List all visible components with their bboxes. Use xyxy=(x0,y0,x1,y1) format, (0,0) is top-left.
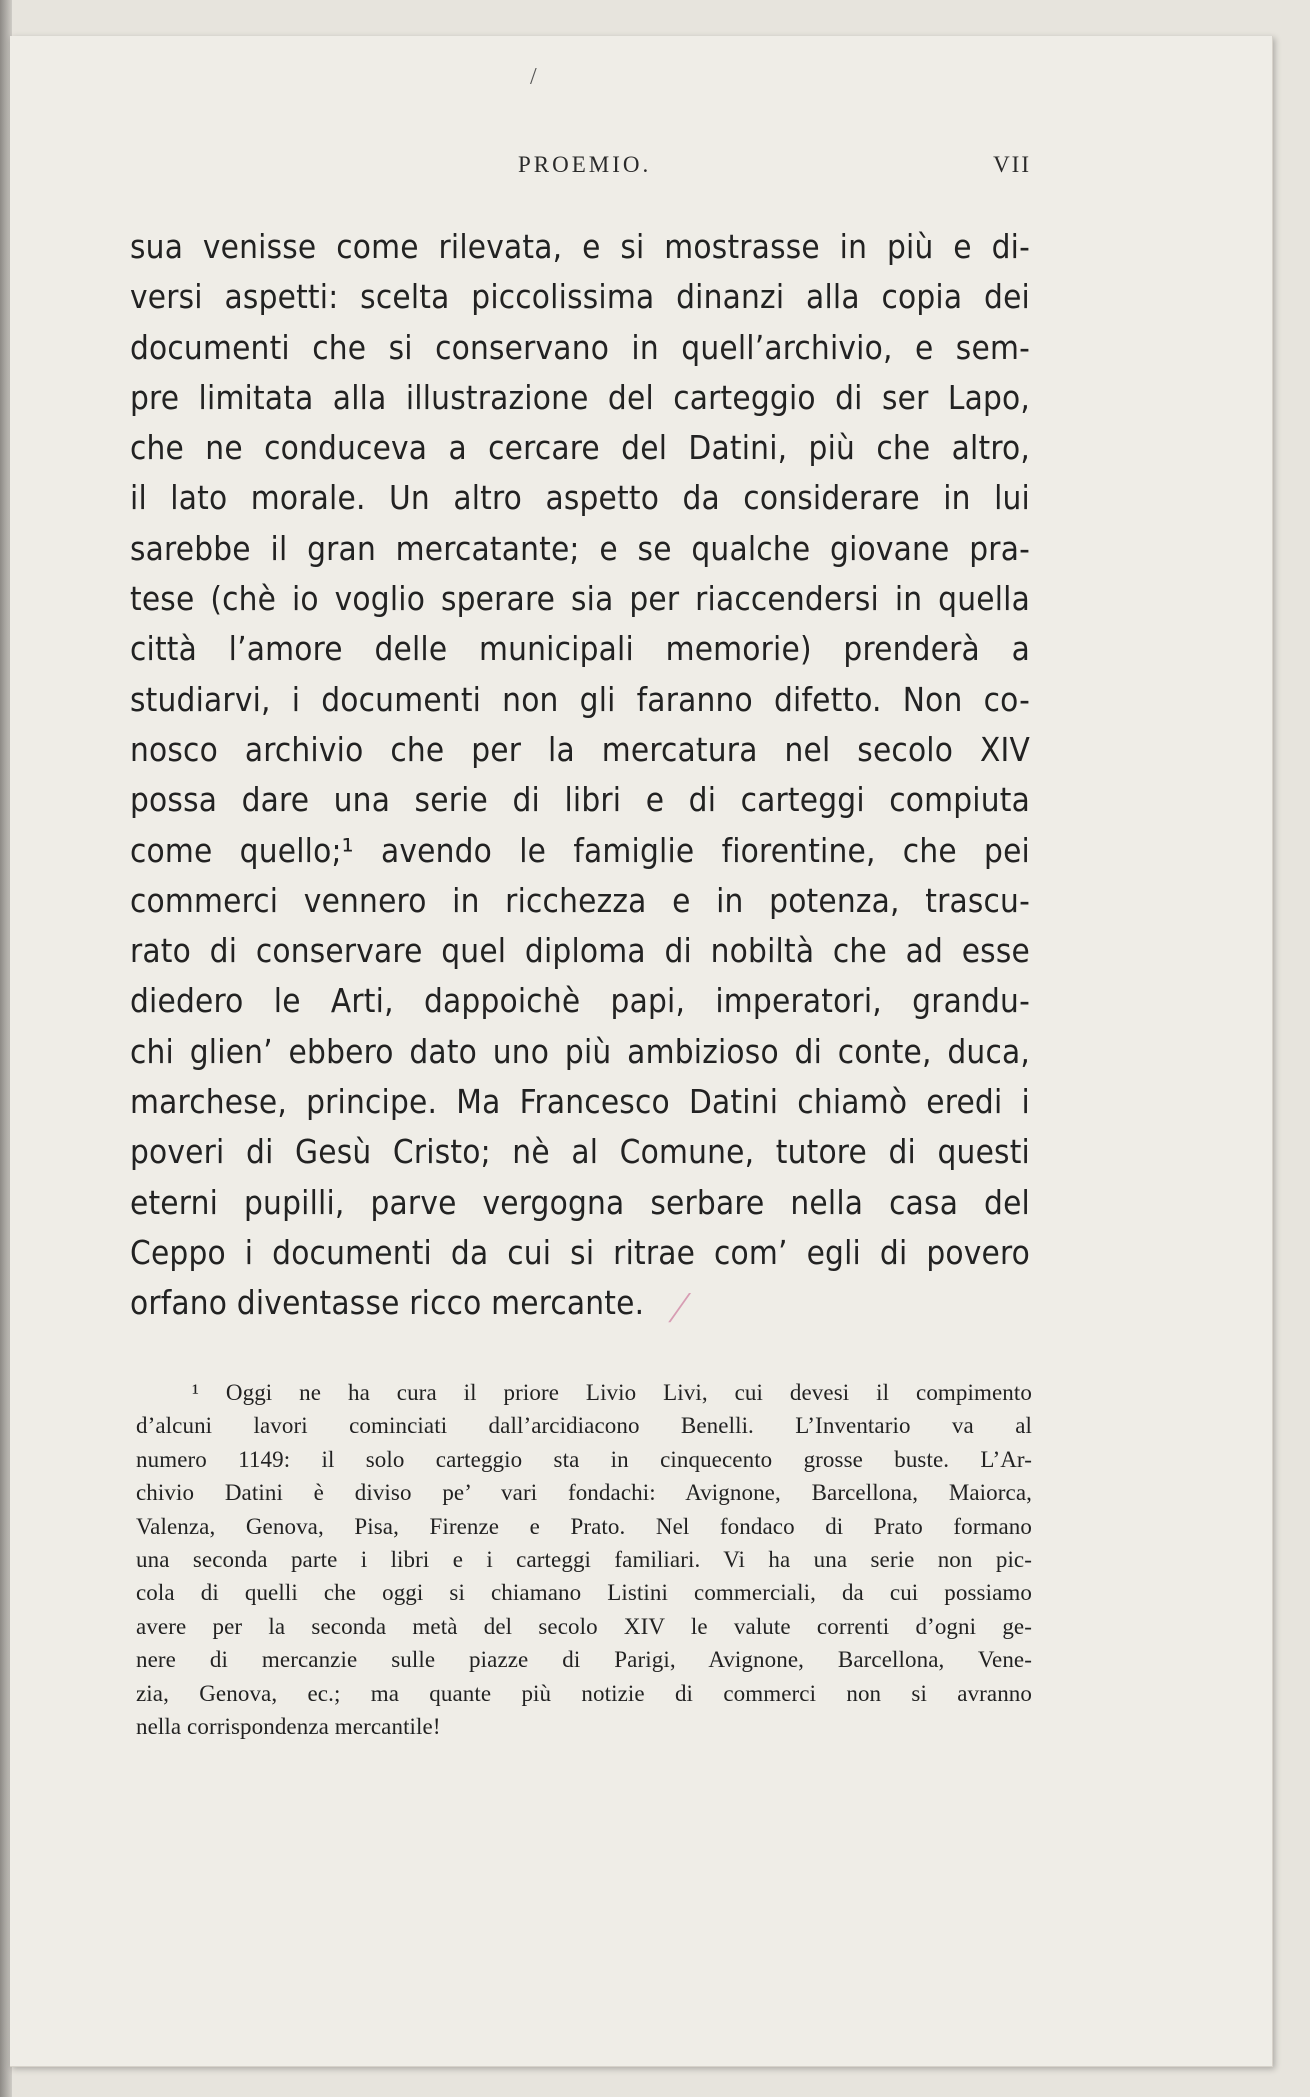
main-text xyxy=(130,222,1030,1329)
text-line: sarebbe il gran mercatante; e se qualche giovane pra- xyxy=(130,528,1030,568)
running-title: PROEMIO. xyxy=(518,152,652,177)
footnote-line: avere per la seconda metà del secolo XIV le valute correnti d’ogni ge- xyxy=(136,1613,1032,1639)
text-line: diedero le Arti, dappoichè papi, imperatori, grandu- xyxy=(130,981,1030,1021)
footnote-line-last: nella corrispondenza mercantile! xyxy=(136,1713,441,1739)
running-header xyxy=(130,152,1030,192)
footnote-line: chivio Datini è diviso pe’ vari fondachi: Avignone, Barcellona, Maiorca, xyxy=(136,1480,1032,1506)
pencil-annotation-mark: ⁄ xyxy=(676,1283,684,1332)
text-line: nosco archivio che per la mercatura nel secolo XIV xyxy=(130,729,1030,769)
text-line-last: orfano diventasse ricco mercante. xyxy=(130,1283,645,1323)
text-line: versi aspetti: scelta piccolissima dinanzi alla copia dei xyxy=(130,277,1030,317)
text-line: come quello;¹ avendo le famiglie fiorentine, che pei xyxy=(130,830,1030,870)
text-line: Ceppo i documenti da cui si ritrae com’ egli di povero xyxy=(130,1232,1030,1272)
text-line: che ne conduceva a cercare del Datini, più che altro, xyxy=(130,428,1030,468)
footnote-line: zia, Genova, ec.; ma quante più notizie di commerci non si avranno xyxy=(136,1680,1032,1706)
text-line: commerci vennero in ricchezza e in potenza, trascu- xyxy=(130,880,1030,920)
text-line: il lato morale. Un altro aspetto da considerare in lui xyxy=(130,478,1030,518)
footnote-line: Valenza, Genova, Pisa, Firenze e Prato. Nel fondaco di Prato formano xyxy=(136,1513,1032,1539)
page-number: VII xyxy=(993,152,1031,177)
pencil-tick-mark: / xyxy=(530,64,537,90)
footnote-line: numero 1149: il solo carteggio sta in cinquecento grosse buste. L’Ar- xyxy=(136,1446,1032,1472)
text-line: tese (chè io voglio sperare sia per riaccendersi in quella xyxy=(130,579,1030,619)
text-line: documenti che si conservano in quell’archivio, e sem- xyxy=(130,327,1030,367)
text-line: eterni pupilli, parve vergogna serbare nella casa del xyxy=(130,1182,1030,1222)
footnote-line: una seconda parte i libri e i carteggi familiari. Vi ha una serie non pic- xyxy=(136,1546,1032,1572)
text-line: studiarvi, i documenti non gli faranno difetto. Non co- xyxy=(130,679,1030,719)
text-line: rato di conservare quel diploma di nobiltà che ad esse xyxy=(130,931,1030,971)
text-line: sua venisse come rilevata, e si mostrasse in più e di- xyxy=(130,227,1030,266)
text-line: poveri di Gesù Cristo; nè al Comune, tutore di questi xyxy=(130,1132,1030,1172)
footnote-line: d’alcuni lavori cominciati dall’arcidiacono Benelli. L’Inventario va al xyxy=(136,1413,1032,1439)
text-line: pre limitata alla illustrazione del carteggio di ser Lapo, xyxy=(130,377,1030,417)
text-line: marchese, principe. Ma Francesco Datini chiamò eredi i xyxy=(130,1082,1030,1122)
text-line: città l’amore delle municipali memorie) prenderà a xyxy=(130,629,1030,669)
footnote-line: cola di quelli che oggi si chiamano Listini commerciali, da cui possiamo xyxy=(136,1580,1032,1606)
text-line: possa dare una serie di libri e di carteggi compiuta xyxy=(130,780,1030,820)
footnote-block xyxy=(136,1376,1032,1743)
footnote-line: nere di mercanzie sulle piazze di Parigi, Avignone, Barcellona, Vene- xyxy=(136,1647,1032,1673)
text-line: chi glien’ ebbero dato uno più ambizioso di conte, duca, xyxy=(130,1031,1030,1071)
footnote-line: ¹ Oggi ne ha cura il priore Livio Livi, cui devesi il compimento xyxy=(192,1380,1032,1405)
